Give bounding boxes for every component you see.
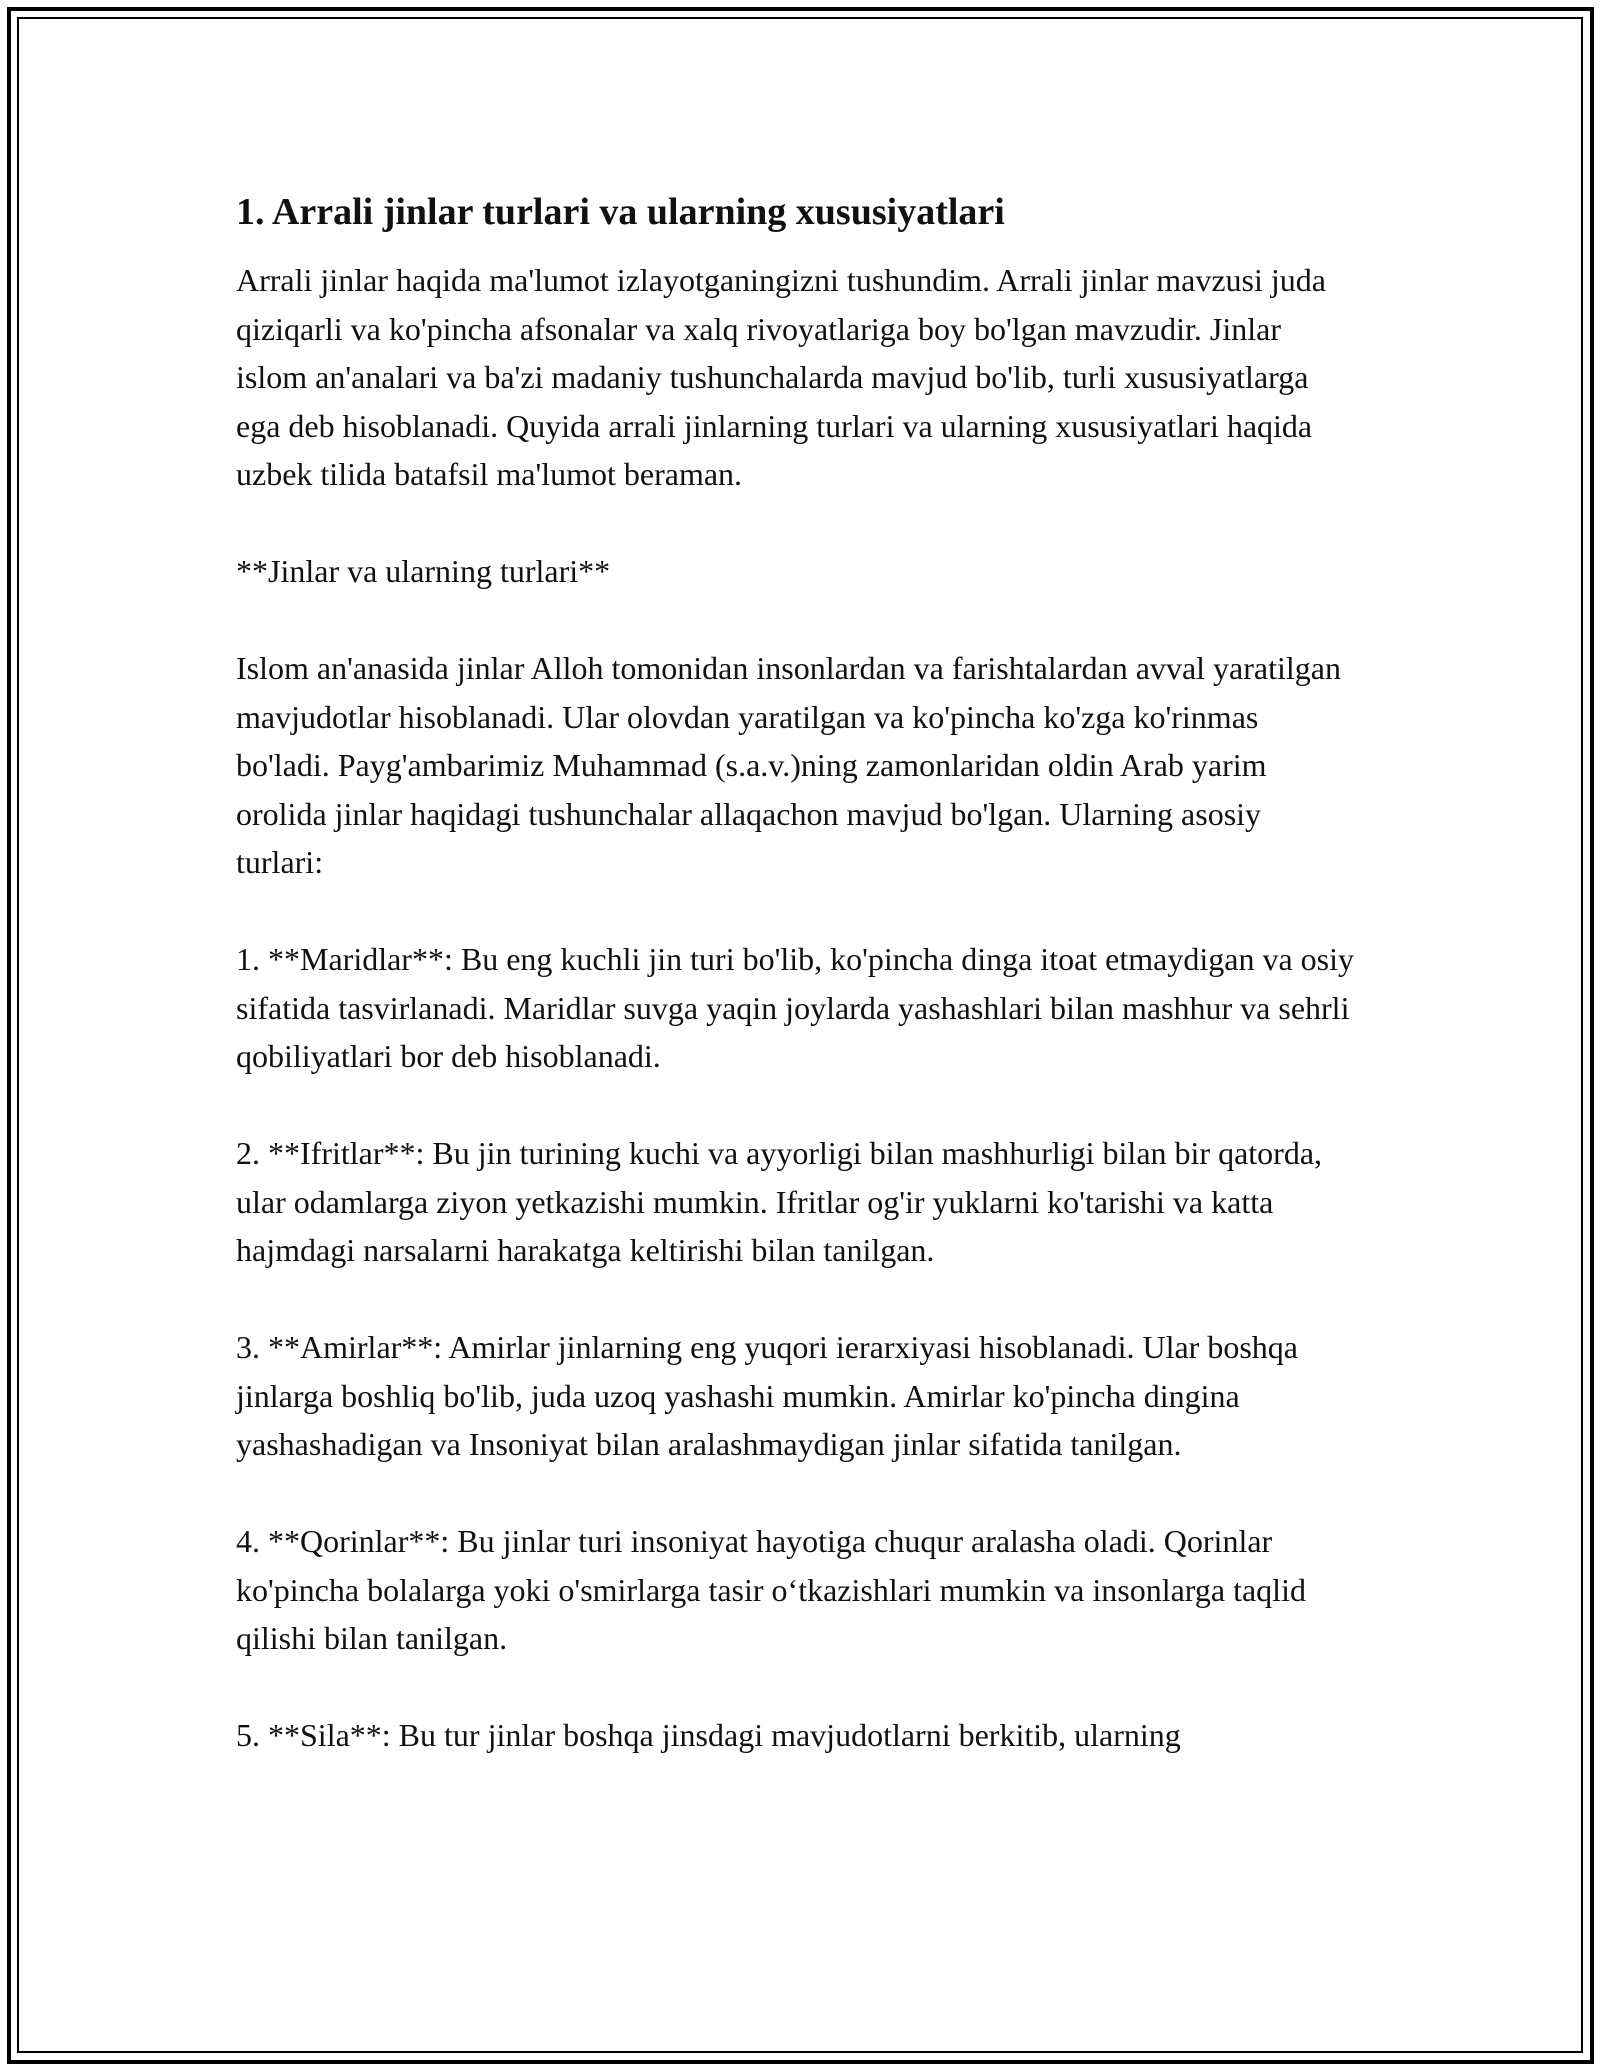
intro-paragraph: Arrali jinlar haqida ma'lumot izlayotganingizni tushundim. Arrali jinlar mavzusi juda qiziqarli va ko'pincha afsonalar va xalq rivoyatlariga boy bo'lgan mavzudir. Jinlar islom an'analari va ba'zi madaniy tushunchalarda mavjud bo'lib, turli xususiyatlarga ega deb hisoblanadi. Quyida arrali jinlarning turlari va ularning xususiyatlari haqida uzbek tilida batafsil ma'lumot beraman. [236, 262, 1326, 492]
list-item-qorinlar: 4. **Qorinlar**: Bu jinlar turi insoniyat hayotiga chuqur aralasha oladi. Qorinlar ko'pincha bolalarga yoki o'smirlarga tasir o‘tkazishlari mumkin va insonlarga taqlid qilishi bilan tanilgan. [236, 1523, 1306, 1656]
list-item-amirlar: 3. **Amirlar**: Amirlar jinlarning eng yuqori ierarxiyasi hisoblanadi. Ular boshqa jinlarga boshliq bo'lib, juda uzoq yashashi mumkin. Amirlar ko'pincha dingina yashashadigan va Insoniyat bilan aralashmaydigan jinlar sifatida tanilgan. [236, 1329, 1298, 1462]
subheading-paragraph: **Jinlar va ularning turlari** [236, 553, 611, 589]
list-item-ifritlar: 2. **Ifritlar**: Bu jin turining kuchi va ayyorligi bilan mashhurligi bilan bir qatorda, ular odamlarga ziyon yetkazishi mumkin. Ifritlar og'ir yuklarni ko'tarishi va katta hajmdagi narsalarni harakatga keltirishi bilan tanilgan. [236, 1135, 1323, 1268]
background-paragraph: Islom an'anasida jinlar Alloh tomonidan insonlardan va farishtalardan avval yaratilgan mavjudotlar hisoblanadi. Ular olovdan yaratilgan va ko'pincha ko'zga ko'rinmas bo'ladi. Payg'ambarimiz Muhammad (s.a.v.)ning zamonlaridan oldin Arab yarim orolida jinlar haqidagi tushunchalar allaqachon mavjud bo'lgan. Ularning asosiy turlari: [236, 650, 1341, 880]
document-body [236, 186, 1356, 1808]
section-heading: 1. Arrali jinlar turlari va ularning xususiyatlari [236, 191, 1005, 233]
list-item-maridlar: 1. **Maridlar**: Bu eng kuchli jin turi bo'lib, ko'pincha dinga itoat etmaydigan va osiy sifatida tasvirlanadi. Maridlar suvga yaqin joylarda yashashlari bilan mashhur va sehrli qobiliyatlari bor deb hisoblanadi. [236, 941, 1354, 1074]
list-item-sila: 5. **Sila**: Bu tur jinlar boshqa jinsdagi mavjudotlarni berkitib, ularning [236, 1717, 1181, 1753]
